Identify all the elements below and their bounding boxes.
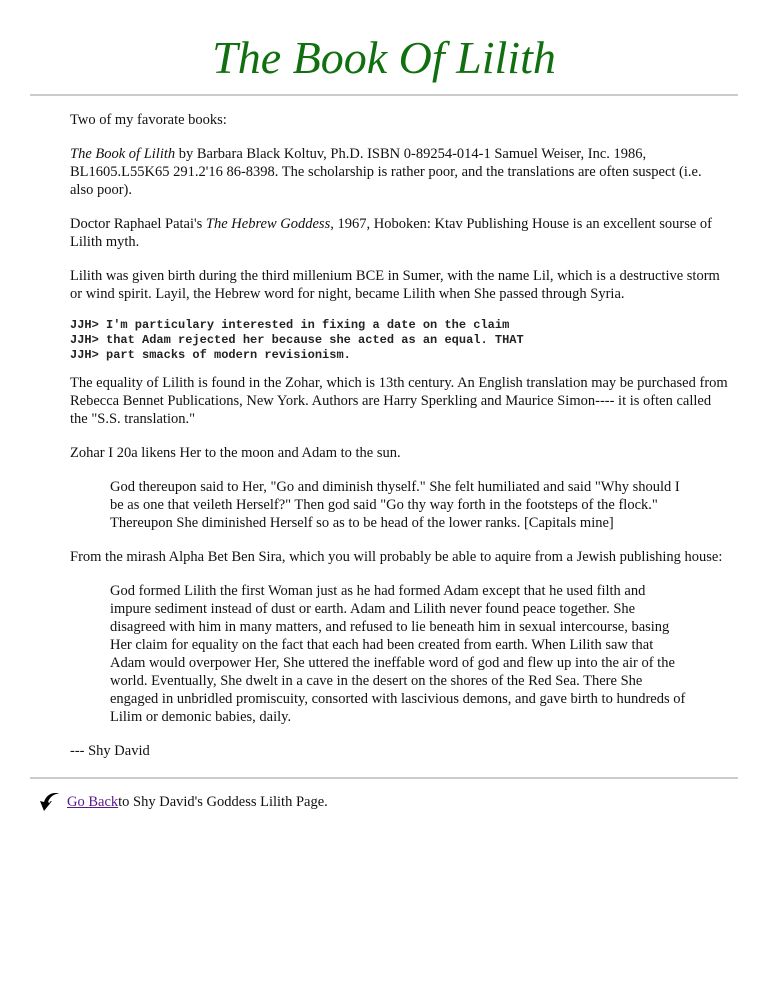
book2-paragraph — [70, 215, 728, 251]
top-divider — [30, 94, 738, 96]
book2-prefix: Doctor Raphael Patai's — [70, 216, 206, 232]
origin-paragraph: Lilith was given birth during the third millenium BCE in Sumer, with the name Lil, which is a destructive storm or wind spirit. Layil, the Hebrew word for night, became Lilith when She passed through Syria. — [70, 268, 720, 302]
zohar-reference: Zohar I 20a likens Her to the moon and Adam to the sun. — [70, 445, 401, 461]
footer-text: to Shy David's Goddess Lilith Page. — [118, 794, 328, 810]
article-body — [0, 111, 768, 760]
book1-details: by Barbara Black Koltuv, Ph.D. ISBN 0-89254-014-1 Samuel Weiser, Inc. 1986, BL1605.L55K65 291.2'16 86-8398. The scholarship is rather poor, and the translations are often suspect (i.e. also poor). — [70, 146, 702, 198]
mirash-paragraph: From the mirash Alpha Bet Ben Sira, which you will probably be able to aquire from a Jewish publishing house: — [70, 549, 723, 565]
jjh-quote: JJH> I'm particulary interested in fixing a date on the claim JJH> that Adam rejected her because she acted as an equal. THAT JJH> part smacks of modern revisionism. — [70, 318, 524, 362]
signature: --- Shy David — [70, 743, 150, 759]
book2-details: , 1967, Hoboken: Ktav Publishing House is an excellent sourse of Lilith myth. — [70, 216, 712, 250]
intro-text: Two of my favorate books: — [70, 112, 227, 128]
footer-nav — [0, 791, 768, 813]
go-back-link[interactable]: Go Back — [67, 794, 119, 810]
back-arrow-icon[interactable] — [38, 791, 62, 813]
zohar-paragraph: The equality of Lilith is found in the Zohar, which is 13th century. An English translation may be purchased from Rebecca Bennet Publications, New York. Authors are Harry Sperkling and Maurice Simon---- it is often called the "S.S. translation." — [70, 375, 728, 427]
book1-title: The Book of Lilith — [70, 146, 176, 162]
page-title: The Book Of Lilith — [212, 32, 556, 83]
book2-title: The Hebrew Goddess — [205, 216, 331, 232]
bottom-divider — [30, 777, 738, 779]
book1-paragraph — [70, 145, 728, 199]
zohar-blockquote: God thereupon said to Her, "Go and diminish thyself." She felt humiliated and said "Why should I be as one that veileth Herself?" Then god said "Go thy way forth in the footsteps of the flock." Thereupon She diminished Herself so as to be head of the lower ranks. [Capitals mine] — [110, 479, 680, 531]
ben-sira-blockquote: God formed Lilith the first Woman just as he had formed Adam except that he used filth and impure sediment instead of dust or earth. Adam and Lilith never found peace together. She disagreed with him in many matters, and refused to lie beneath him in sexual intercourse, basing Her claim for equality on the fact that each had been created from earth. When Lilith saw that Adam would overpower Her, She uttered the ineffable word of god and flew up into the air of the world. Eventually, She dwelt in a cave in the desert on the shores of the Red Sea. There She engaged in unbridled promiscuity, consorted with lascivious demons, and gave birth to hundreds of Lilim or demonic babies, daily. — [110, 583, 686, 725]
